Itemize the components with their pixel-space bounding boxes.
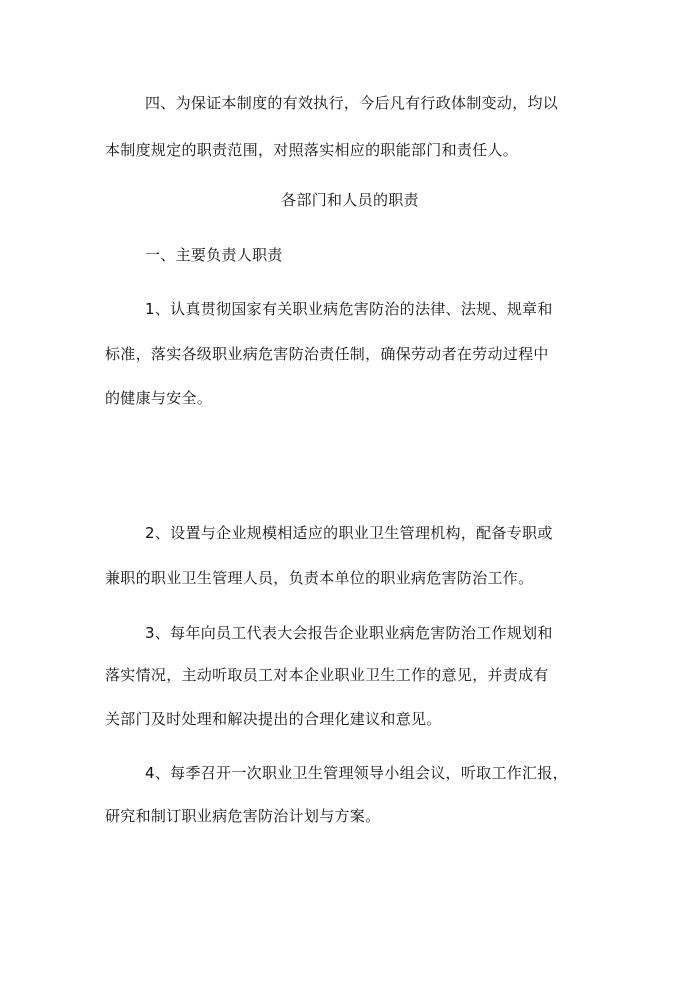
item3-line-2: 落实情况，主动听取员工对本企业职业卫生工作的意见，并责成有 [105,666,549,684]
section-heading: 各部门和人员的职责 [281,191,419,209]
subheading-principal-duties: 一、主要负责人职责 [145,246,283,264]
item2-line-2: 兼职的职业卫生管理人员，负责本单位的职业病危害防治工作。 [105,569,534,587]
item1-line-2: 标准，落实各级职业病危害防治责任制，确保劳动者在劳动过程中 [105,345,549,363]
item2-line-1: 2、设置与企业规模相适应的职业卫生管理机构，配备专职或 [145,524,553,542]
item4-line-1: 4、每季召开一次职业卫生管理领导小组会议，听取工作汇报， [145,764,568,782]
item4-line-2: 研究和制订职业病危害防治计划与方案。 [105,807,381,825]
section4-line-1: 四、为保证本制度的有效执行，今后凡有行政体制变动，均以 [145,94,559,112]
section4-line-2: 本制度规定的职责范围，对照落实相应的职能部门和责任人。 [105,141,519,159]
item3-line-1: 3、每年向员工代表大会报告企业职业病危害防治工作规划和 [145,624,553,642]
item1-line-1: 1、认真贯彻国家有关职业病危害防治的法律、法规、规章和 [145,300,553,318]
item1-line-3: 的健康与安全。 [105,389,213,407]
item3-line-3: 关部门及时处理和解决提出的合理化建议和意见。 [105,710,442,728]
